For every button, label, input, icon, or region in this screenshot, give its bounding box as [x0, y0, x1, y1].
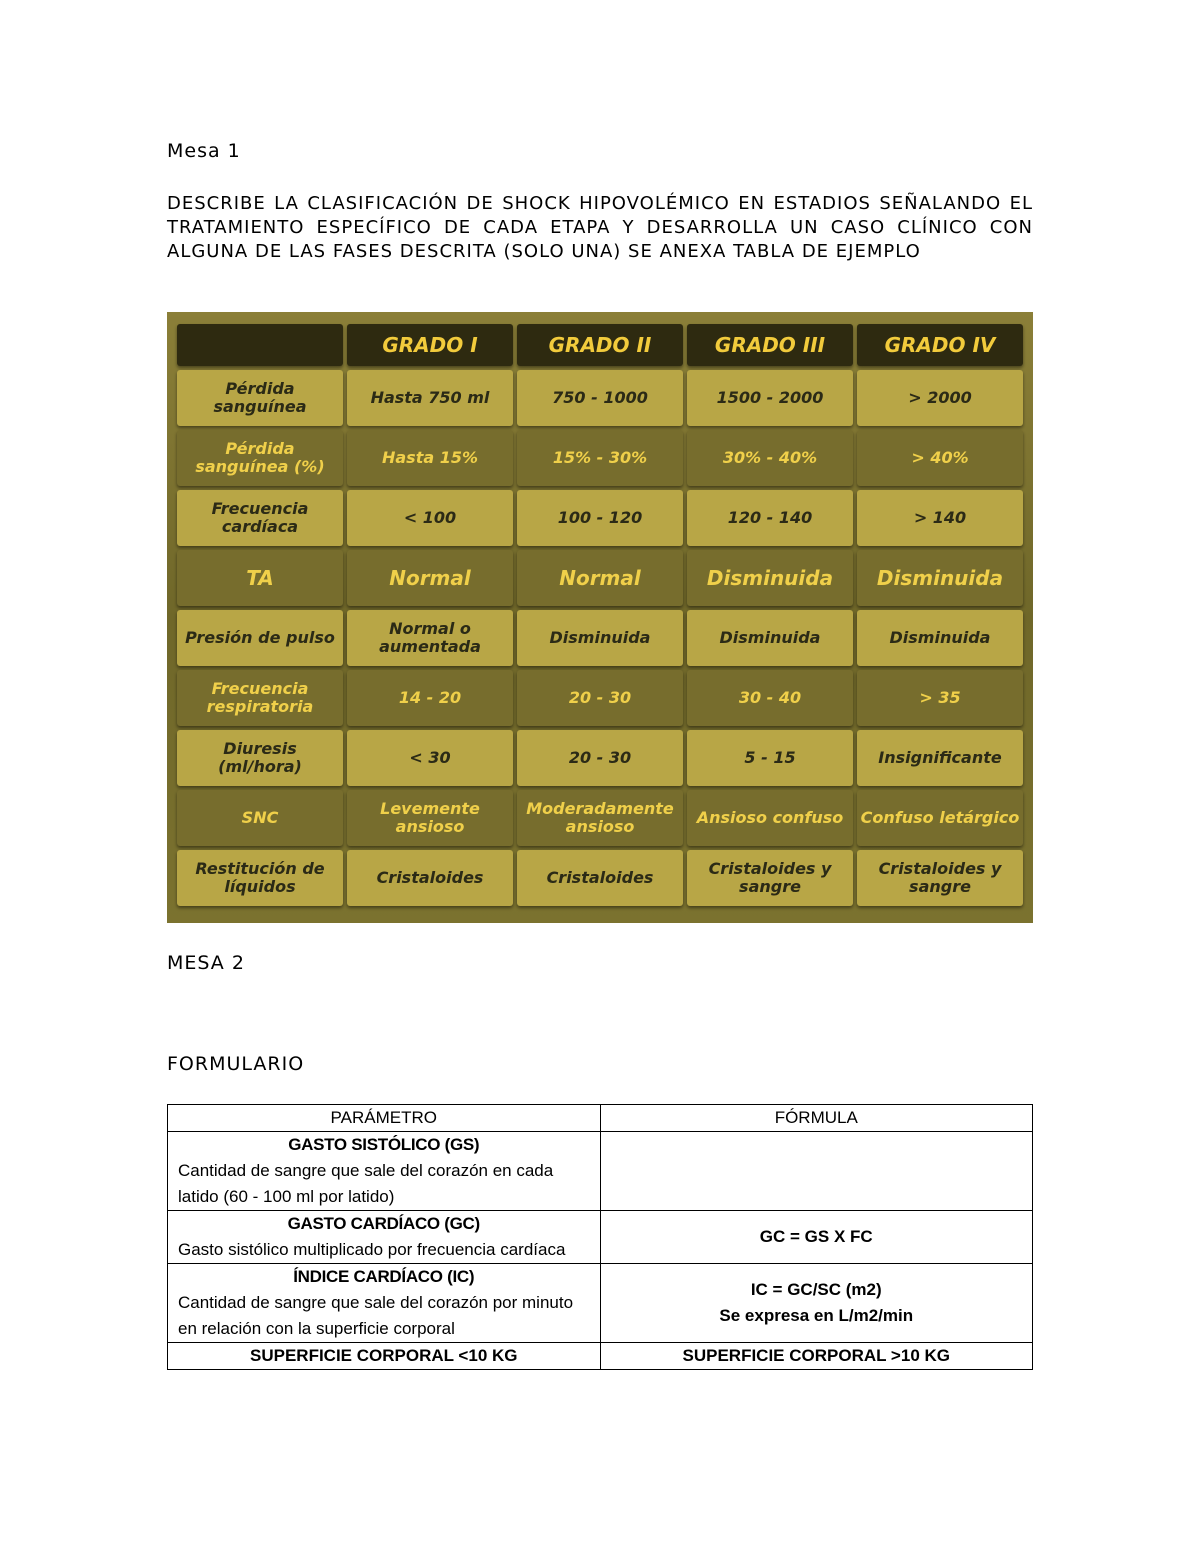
table-cell: > 2000	[857, 370, 1023, 426]
table-cell: Disminuida	[687, 550, 853, 606]
table-cell: Cristaloides y sangre	[687, 850, 853, 906]
table-cell: Disminuida	[517, 610, 683, 666]
shock-grid	[177, 324, 1025, 911]
table-cell: < 100	[347, 490, 513, 546]
formula-note: Se expresa en L/m2/min	[719, 1306, 914, 1325]
table-cell: < 30	[347, 730, 513, 786]
table-cell: Ansioso confuso	[687, 790, 853, 846]
table-row	[168, 1132, 1033, 1211]
grade-header-2: GRADO II	[517, 324, 683, 366]
table-cell: 750 - 1000	[517, 370, 683, 426]
table-cell: 5 - 15	[687, 730, 853, 786]
table-cell: Levemente ansioso	[347, 790, 513, 846]
grade-header-4: GRADO IV	[857, 324, 1023, 366]
header-parametro: PARÁMETRO	[168, 1105, 601, 1132]
param-title: GASTO CARDÍACO (GC)	[287, 1214, 480, 1233]
grade-header-3: GRADO III	[687, 324, 853, 366]
table-cell: Moderadamente ansioso	[517, 790, 683, 846]
table-cell: Normal	[347, 550, 513, 606]
formula-cell	[600, 1132, 1033, 1211]
row-label: Pérdida sanguínea	[177, 370, 343, 426]
table-corner-cell	[177, 324, 343, 366]
param-description: Cantidad de sangre que sale del corazón en cada latido (60 - 100 ml por latido)	[178, 1161, 554, 1206]
row-label: Pérdida sanguínea (%)	[177, 430, 343, 486]
table-cell: > 35	[857, 670, 1023, 726]
formula-cell	[600, 1211, 1033, 1264]
grade-header-1: GRADO I	[347, 324, 513, 366]
table-cell: Cristaloides	[347, 850, 513, 906]
param-description: Cantidad de sangre que sale del corazón por minuto en relación con la superficie corporal	[178, 1293, 574, 1338]
param-title: ÍNDICE CARDÍACO (IC)	[293, 1267, 475, 1286]
param-description: Gasto sistólico multiplicado por frecuencia cardíaca	[178, 1240, 566, 1259]
param-cell	[168, 1132, 601, 1211]
formula-text: GC = GS X FC	[759, 1227, 873, 1246]
formula-text: IC = GC/SC (m2)	[750, 1280, 882, 1299]
table-cell: Disminuida	[857, 610, 1023, 666]
table-cell: 1500 - 2000	[687, 370, 853, 426]
assignment-prompt: DESCRIBE LA CLASIFICACIÓN DE SHOCK HIPOVOLÉMICO EN ESTADIOS SEÑALANDO EL TRATAMIENTO ESPECÍFICO DE CADA ETAPA Y DESARROLLA UN CASO CLÍNICO CON ALGUNA DE LAS FASES DESCRITA (SOLO UNA) SE ANEXA TABLA DE EJEMPLO	[167, 193, 1033, 262]
table-cell: Hasta 750 ml	[347, 370, 513, 426]
row-label: Frecuencia respiratoria	[177, 670, 343, 726]
mesa-2-heading: MESA 2	[167, 952, 245, 974]
formulario-table	[167, 1104, 1033, 1370]
row-label: Presión de pulso	[177, 610, 343, 666]
footer-cell-left: SUPERFICIE CORPORAL <10 KG	[168, 1343, 601, 1370]
table-cell: > 40%	[857, 430, 1023, 486]
table-cell: Cristaloides y sangre	[857, 850, 1023, 906]
formulario-header-row	[168, 1105, 1033, 1132]
table-cell: 20 - 30	[517, 730, 683, 786]
table-cell: 120 - 140	[687, 490, 853, 546]
row-label: SNC	[177, 790, 343, 846]
table-footer-row	[168, 1343, 1033, 1370]
table-cell: 30 - 40	[687, 670, 853, 726]
header-formula: FÓRMULA	[600, 1105, 1033, 1132]
table-cell: 15% - 30%	[517, 430, 683, 486]
table-row	[168, 1264, 1033, 1343]
table-cell: Normal o aumentada	[347, 610, 513, 666]
table-cell: Normal	[517, 550, 683, 606]
mesa-1-heading: Mesa 1	[167, 140, 241, 162]
row-label: Restitución de líquidos	[177, 850, 343, 906]
formulario-heading: FORMULARIO	[167, 1053, 305, 1075]
table-row	[168, 1211, 1033, 1264]
table-cell: Disminuida	[857, 550, 1023, 606]
table-cell: Cristaloides	[517, 850, 683, 906]
table-cell: Confuso letárgico	[857, 790, 1023, 846]
param-title: GASTO SISTÓLICO (GS)	[288, 1135, 480, 1154]
shock-classification-table	[167, 312, 1033, 923]
formula-cell	[600, 1264, 1033, 1343]
table-cell: 20 - 30	[517, 670, 683, 726]
table-cell: Disminuida	[687, 610, 853, 666]
table-cell: 14 - 20	[347, 670, 513, 726]
table-cell: 30% - 40%	[687, 430, 853, 486]
param-cell	[168, 1211, 601, 1264]
row-label: Frecuencia cardíaca	[177, 490, 343, 546]
table-cell: Hasta 15%	[347, 430, 513, 486]
row-label: Diuresis (ml/hora)	[177, 730, 343, 786]
table-cell: 100 - 120	[517, 490, 683, 546]
table-cell: Insignificante	[857, 730, 1023, 786]
param-cell	[168, 1264, 601, 1343]
row-label: TA	[177, 550, 343, 606]
footer-cell-right: SUPERFICIE CORPORAL >10 KG	[600, 1343, 1033, 1370]
table-cell: > 140	[857, 490, 1023, 546]
